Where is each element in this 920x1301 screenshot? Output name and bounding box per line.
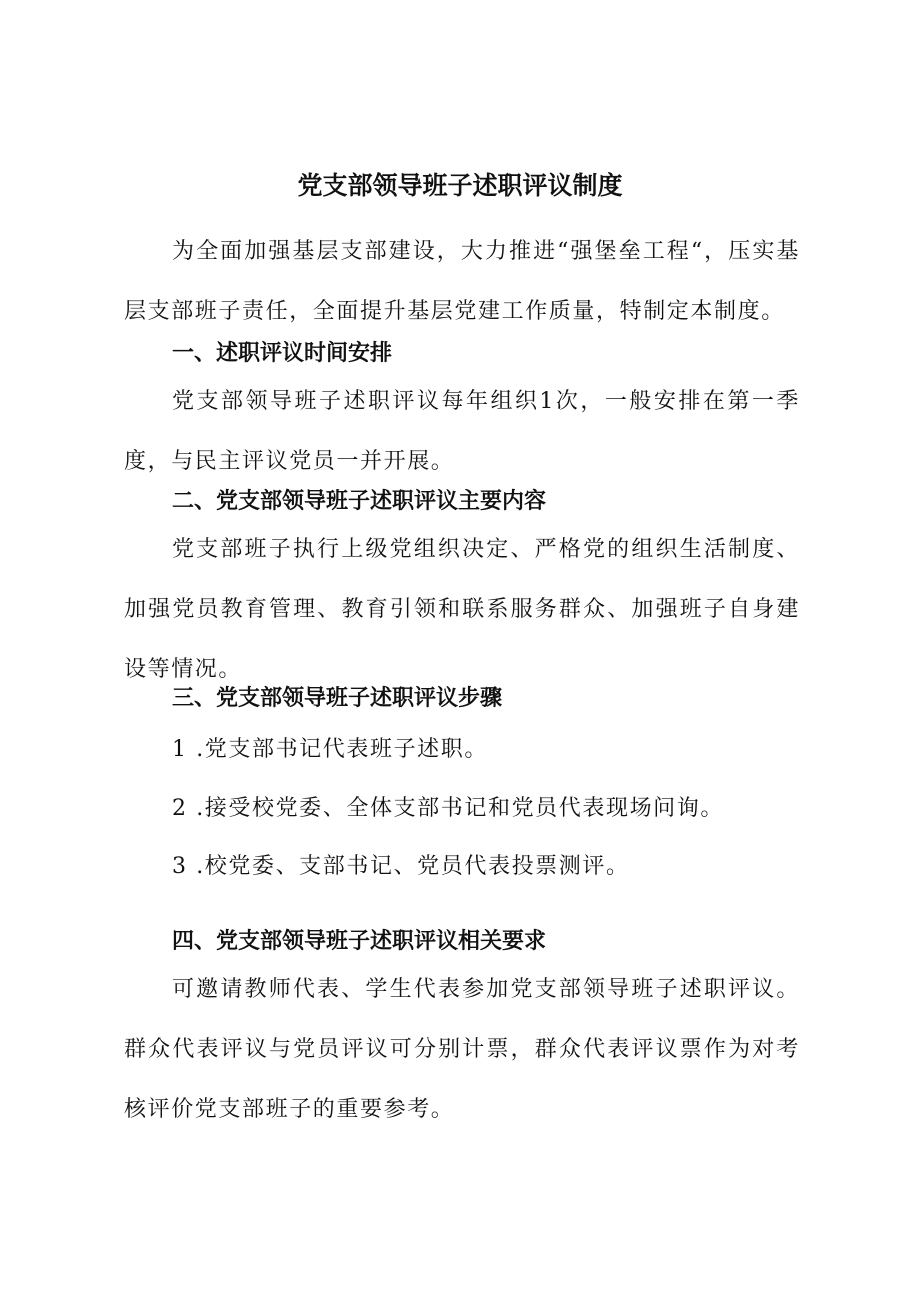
section-heading-3: 三、党支部领导班子述职评议步骤 (172, 686, 503, 711)
step-item-2: 2 .接受校党委、全体支部书记和党员代表现场问询。 (172, 796, 724, 821)
document-title: 党支部领导班子述职评议制度 (297, 171, 623, 200)
section-body-1: 党支部领导班子述职评议每年组织1次，一般安排在第一季度，与民主评议党员一并开展。 (124, 389, 800, 474)
section-heading-1: 一、述职评议时间安排 (172, 341, 393, 366)
section-heading-2: 二、党支部领导班子述职评议主要内容 (172, 489, 547, 514)
section-heading-4: 四、党支部领导班子述职评议相关要求 (172, 929, 547, 954)
step-item-3: 3 .校党委、支部书记、党员代表投票测评。 (172, 854, 630, 879)
step-item-1: 1 .党支部书记代表班子述职。 (172, 737, 488, 762)
intro-paragraph: 为全面加强基层支部建设，大力推进“强堡垒工程“，压实基层支部班子责任，全面提升基层党建工作质量，特制定本制度。 (124, 239, 800, 324)
section-body-2: 党支部班子执行上级党组织决定、严格党的组织生活制度、加强党员教育管理、教育引领和联系服务群众、加强班子自身建设等情况。 (124, 537, 800, 682)
section-body-4: 可邀请教师代表、学生代表参加党支部领导班子述职评议。群众代表评议与党员评议可分别计票，群众代表评议票作为对考核评价党支部班子的重要参考。 (124, 977, 800, 1122)
